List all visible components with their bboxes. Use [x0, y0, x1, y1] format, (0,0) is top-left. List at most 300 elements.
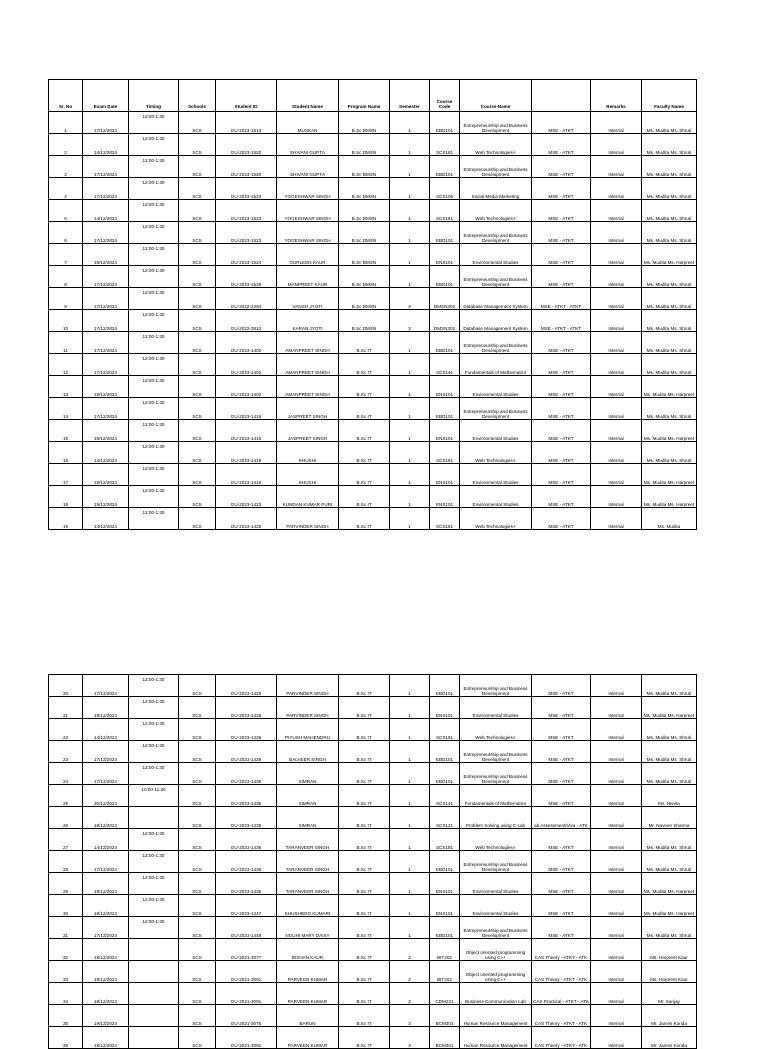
- course-code-cell: SCS181: [430, 200, 460, 222]
- program-name-cell: B.Sc IT: [339, 785, 390, 807]
- course-name-cell: Business Communication Lab: [460, 983, 532, 1005]
- timing-cell: 12:00-1:30: [129, 763, 179, 785]
- exam-date-cell: 19/12/2024: [83, 486, 129, 508]
- program-name-cell: B.Sc IT: [339, 763, 390, 785]
- table-row: [49, 200, 697, 222]
- remarks-cell: Internal: [591, 807, 642, 829]
- table-row: [49, 829, 697, 851]
- school-cell: SCS: [179, 310, 216, 332]
- semester-cell: 1: [390, 719, 430, 741]
- table-row: [49, 310, 697, 332]
- course-name-cell: Web Technologies-I: [460, 829, 532, 851]
- semester-cell: 1: [390, 376, 430, 398]
- program-name-cell: B.Sc IT: [339, 442, 390, 464]
- course-name-cell: Web Technologies-I: [460, 134, 532, 156]
- exam-date-cell: 19/12/2024: [83, 939, 129, 961]
- sr-no-cell: 27: [49, 829, 83, 851]
- faculty-name-cell: Ms. Harpreet Kaur: [642, 939, 697, 961]
- timing-cell: [129, 1027, 179, 1049]
- table-row: [49, 1027, 697, 1049]
- student-id-cell: GU-2022-3812: [216, 310, 277, 332]
- exam-type-cell: MSE - ATKT: [532, 376, 591, 398]
- timing-cell: 12:00-1:30: [129, 288, 179, 310]
- student-id-cell: GU-2023-1425: [216, 697, 277, 719]
- faculty-name-cell: Ms. Mudita Ms. Harpreet: [642, 697, 697, 719]
- student-id-cell: GU-2023-1402: [216, 376, 277, 398]
- faculty-name-cell: Ms. Niveta: [642, 785, 697, 807]
- school-cell: SCS: [179, 376, 216, 398]
- timing-cell: 12:00-1:30: [129, 719, 179, 741]
- course-code-cell: SCS106: [430, 178, 460, 200]
- exam-date-cell: 14/12/2024: [83, 200, 129, 222]
- col-student-name-header: Student Name: [277, 80, 339, 112]
- faculty-name-cell: Ms. Mudita Ms. Shruti: [642, 741, 697, 763]
- course-name-cell: Object oriented programming using C++: [460, 961, 532, 983]
- program-name-cell: B.Sc DMSN: [339, 112, 390, 134]
- semester-cell: 1: [390, 398, 430, 420]
- timing-cell: 12:00-1:30: [129, 266, 179, 288]
- table-row: [49, 288, 697, 310]
- program-name-cell: B.Sc IT: [339, 332, 390, 354]
- table-row: [49, 508, 697, 530]
- exam-type-cell: MSE - ATKT: [532, 851, 591, 873]
- faculty-name-cell: Ms. Mudita Ms. Shruti: [642, 288, 697, 310]
- faculty-name-cell: Ms. Mudita Ms. Shruti: [642, 200, 697, 222]
- exam-date-cell: 30/12/2024: [83, 785, 129, 807]
- col-student-id-header: Student ID: [216, 80, 277, 112]
- timing-cell: 12:00-1:30: [129, 697, 179, 719]
- course-name-cell: Environmental Studies: [460, 873, 532, 895]
- school-cell: SCS: [179, 961, 216, 983]
- timing-cell: [129, 939, 179, 961]
- timing-cell: [129, 807, 179, 829]
- semester-cell: 1: [390, 420, 430, 442]
- course-code-cell: EBD101: [430, 332, 460, 354]
- timing-cell: [129, 961, 179, 983]
- timing-cell: 10:00-11:30: [129, 785, 179, 807]
- student-name-cell: KUNDAN KUMAR PURI: [277, 486, 339, 508]
- exam-date-cell: 17/12/2024: [83, 741, 129, 763]
- faculty-name-cell: Mr. Sanjay: [642, 983, 697, 1005]
- school-cell: SCS: [179, 785, 216, 807]
- program-name-cell: B.Sc IT: [339, 807, 390, 829]
- exam-date-cell: 19/12/2024: [83, 1005, 129, 1027]
- table-row: [49, 486, 697, 508]
- school-cell: SCS: [179, 266, 216, 288]
- program-name-cell: B.Sc DMSN: [339, 178, 390, 200]
- student-name-cell: VANSH JYOTI: [277, 288, 339, 310]
- student-id-cell: GU-2023-1402: [216, 332, 277, 354]
- table-row: [49, 785, 697, 807]
- student-name-cell: SIMRAN: [277, 785, 339, 807]
- course-code-cell: EBD101: [430, 741, 460, 763]
- student-name-cell: SHIVANI GUPTA: [277, 156, 339, 178]
- exam-type-cell: MSE - ATKT: [532, 266, 591, 288]
- timing-cell: 12:00-1:30: [129, 200, 179, 222]
- student-name-cell: MANPREET KAUR: [277, 266, 339, 288]
- exam-type-cell: MSE - ATKT: [532, 464, 591, 486]
- exam-type-cell: MSE - ATKT - ATKT: [532, 288, 591, 310]
- exam-type-cell: MSE - ATKT: [532, 873, 591, 895]
- remarks-cell: Internal: [591, 112, 642, 134]
- semester-cell: 3: [390, 288, 430, 310]
- exam-type-cell: MSE - ATKT: [532, 829, 591, 851]
- school-cell: SCS: [179, 508, 216, 530]
- course-name-cell: Environmental Studies: [460, 895, 532, 917]
- program-name-cell: B.Sc IT: [339, 851, 390, 873]
- semester-cell: 1: [390, 354, 430, 376]
- course-name-cell: Web Technologies-I: [460, 442, 532, 464]
- program-name-cell: B.Sc IT: [339, 961, 390, 983]
- exam-date-cell: 19/12/2024: [83, 983, 129, 1005]
- exam-date-cell: 17/12/2024: [83, 288, 129, 310]
- timing-cell: 12:00-1:30: [129, 156, 179, 178]
- col-faculty-name-header: Faculty Name: [642, 80, 697, 112]
- semester-cell: 1: [390, 486, 430, 508]
- program-name-cell: B.Sc DMSN: [339, 134, 390, 156]
- faculty-name-cell: Ms. Mudita Ms. Shruti: [642, 354, 697, 376]
- sr-no-cell: 32: [49, 939, 83, 961]
- school-cell: SCS: [179, 807, 216, 829]
- student-name-cell: PARVEEN KUMAR: [277, 961, 339, 983]
- col-timing-header: Timing: [129, 80, 179, 112]
- table-row: [49, 961, 697, 983]
- exam-type-cell: MSE - ATKT: [532, 763, 591, 785]
- student-id-cell: GU-2023-1513: [216, 112, 277, 134]
- remarks-cell: Internal: [591, 895, 642, 917]
- student-id-cell: GU-2021-3091: [216, 983, 277, 1005]
- exam-type-cell: MSE - ATKT: [532, 354, 591, 376]
- program-name-cell: B.Sc DMSN: [339, 266, 390, 288]
- sr-no-cell: 19: [49, 508, 83, 530]
- col-sr-no-header: Sr. No: [49, 80, 83, 112]
- course-name-cell: Problem Solving using C Lab: [460, 807, 532, 829]
- sr-no-cell: 14: [49, 398, 83, 420]
- faculty-name-cell: Ms. Mudita Ms. Shruti: [642, 310, 697, 332]
- student-name-cell: NGUHI MARY DAISY: [277, 917, 339, 939]
- table-row: [49, 244, 697, 266]
- student-name-cell: PARVEEN KUMAR: [277, 983, 339, 1005]
- student-name-cell: JASPREET SINGH: [277, 398, 339, 420]
- school-cell: SCS: [179, 354, 216, 376]
- student-name-cell: KARAN JYOTI: [277, 310, 339, 332]
- faculty-name-cell: Ms. Mudita Ms. Shruti: [642, 134, 697, 156]
- school-cell: SCS: [179, 200, 216, 222]
- exam-type-cell: MSE - ATKT: [532, 178, 591, 200]
- sr-no-cell: 30: [49, 895, 83, 917]
- faculty-name-cell: Ms. Mudita Ms. Shruti: [642, 178, 697, 200]
- student-name-cell: JASPREET SINGH: [277, 420, 339, 442]
- school-cell: SCS: [179, 486, 216, 508]
- student-id-cell: GU-2023-1436: [216, 829, 277, 851]
- semester-cell: 1: [390, 178, 430, 200]
- course-name-cell: Environmental Studies: [460, 376, 532, 398]
- sr-no-cell: 23: [49, 741, 83, 763]
- timing-cell: 12:00-1:30: [129, 222, 179, 244]
- exam-type-cell: MSE - ATKT: [532, 156, 591, 178]
- school-cell: SCS: [179, 917, 216, 939]
- exam-type-cell: MSE - ATKT: [532, 222, 591, 244]
- student-name-cell: TARANVEER SINGH: [277, 851, 339, 873]
- semester-cell: 1: [390, 895, 430, 917]
- timing-cell: 12:00-1:30: [129, 442, 179, 464]
- exam-date-cell: 17/12/2024: [83, 266, 129, 288]
- semester-cell: 1: [390, 697, 430, 719]
- program-name-cell: B.Sc IT: [339, 420, 390, 442]
- course-name-cell: Entrepreneurship and Business Development: [460, 332, 532, 354]
- faculty-name-cell: Ms. Mudita Ms. Shruti: [642, 917, 697, 939]
- course-name-cell: Object oriented programming using C++: [460, 939, 532, 961]
- remarks-cell: Internal: [591, 134, 642, 156]
- school-cell: SCS: [179, 939, 216, 961]
- exam-type-cell: MSE - ATKT: [532, 134, 591, 156]
- sr-no-cell: 6: [49, 222, 83, 244]
- student-name-cell: YOGESHWAR SINGH: [277, 222, 339, 244]
- exam-type-cell: MSE - ATKT: [532, 332, 591, 354]
- remarks-cell: Internal: [591, 719, 642, 741]
- faculty-name-cell: Ms. Mudita Ms. Harpreet: [642, 895, 697, 917]
- semester-cell: 1: [390, 829, 430, 851]
- school-cell: SCS: [179, 829, 216, 851]
- remarks-cell: Internal: [591, 464, 642, 486]
- student-name-cell: PIYUSH MAHENDRU: [277, 719, 339, 741]
- timing-cell: 12:00-1:30: [129, 895, 179, 917]
- exam-date-cell: 19/12/2024: [83, 376, 129, 398]
- school-cell: SCS: [179, 156, 216, 178]
- semester-cell: 1: [390, 763, 430, 785]
- exam-date-cell: 17/12/2024: [83, 398, 129, 420]
- student-name-cell: AMANPREET SINGH: [277, 332, 339, 354]
- remarks-cell: Internal: [591, 829, 642, 851]
- school-cell: SCS: [179, 134, 216, 156]
- course-code-cell: ENS101: [430, 376, 460, 398]
- course-code-cell: SCS181: [430, 134, 460, 156]
- remarks-cell: Internal: [591, 763, 642, 785]
- student-id-cell: GU-2023-1448: [216, 917, 277, 939]
- table-row: [49, 807, 697, 829]
- table-row: [49, 222, 697, 244]
- exam-type-cell: MSE - ATKT: [532, 697, 591, 719]
- course-name-cell: Web Technologies-I: [460, 508, 532, 530]
- exam-date-cell: 17/12/2024: [83, 310, 129, 332]
- student-id-cell: GU-2023-1435: [216, 763, 277, 785]
- exam-date-cell: 19/12/2024: [83, 244, 129, 266]
- course-code-cell: SCS181: [430, 829, 460, 851]
- exam-date-cell: 19/12/2024: [83, 1027, 129, 1049]
- remarks-cell: Internal: [591, 983, 642, 1005]
- semester-cell: 1: [390, 741, 430, 763]
- faculty-name-cell: Ms. Mudita Ms. Shruti: [642, 719, 697, 741]
- student-id-cell: GU-2023-1520: [216, 134, 277, 156]
- exam-date-cell: 19/12/2024: [83, 807, 129, 829]
- student-name-cell: PARVINDER SINGH: [277, 697, 339, 719]
- program-name-cell: B.Sc IT: [339, 917, 390, 939]
- program-name-cell: B.Sc DMSN: [339, 310, 390, 332]
- school-cell: SCS: [179, 112, 216, 134]
- sr-no-cell: 15: [49, 420, 83, 442]
- remarks-cell: Internal: [591, 178, 642, 200]
- timing-cell: 12:00-1:30: [129, 398, 179, 420]
- course-code-cell: DMSN302: [430, 310, 460, 332]
- timing-cell: 12:00-1:30: [129, 464, 179, 486]
- student-id-cell: GU-2023-1423: [216, 486, 277, 508]
- sr-no-cell: 17: [49, 464, 83, 486]
- faculty-name-cell: Ms. Mudita Ms. Shruti: [642, 156, 697, 178]
- faculty-name-cell: Ms. Mudita Ms. Shruti: [642, 266, 697, 288]
- student-name-cell: PARVINDER SINGH: [277, 675, 339, 697]
- student-id-cell: GU-2023-1426: [216, 719, 277, 741]
- exam-type-cell: MSE - ATKT: [532, 675, 591, 697]
- program-name-cell: B.Sc IT: [339, 398, 390, 420]
- remarks-cell: Internal: [591, 266, 642, 288]
- table-row: [49, 939, 697, 961]
- course-name-cell: Database Management System: [460, 310, 532, 332]
- exam-date-cell: 17/12/2024: [83, 332, 129, 354]
- student-id-cell: GU-2023-1523: [216, 200, 277, 222]
- faculty-name-cell: Mr. Naveen Sharma: [642, 807, 697, 829]
- table-row: [49, 178, 697, 200]
- exam-type-cell: CAS Theory - ATKT - ATK: [532, 961, 591, 983]
- col-program-name-header: Program Name: [339, 80, 390, 112]
- exam-type-cell: CAS Practical - ATKT - ATK: [532, 983, 591, 1005]
- student-name-cell: KHUSHI: [277, 464, 339, 486]
- student-id-cell: GU-2023-1416: [216, 420, 277, 442]
- semester-cell: 2: [390, 983, 430, 1005]
- course-name-cell: Environmental Studies: [460, 420, 532, 442]
- course-code-cell: EBD101: [430, 222, 460, 244]
- semester-cell: 1: [390, 134, 430, 156]
- faculty-name-cell: Ms. Mudita Ms. Shruti: [642, 222, 697, 244]
- student-id-cell: GU-2023-1402: [216, 354, 277, 376]
- remarks-cell: Internal: [591, 1005, 642, 1027]
- student-name-cell: YOGESHWAR SINGH: [277, 178, 339, 200]
- student-name-cell: KHUSHI: [277, 442, 339, 464]
- table-row: [49, 675, 697, 697]
- course-name-cell: Database Management System: [460, 288, 532, 310]
- course-code-cell: EBD101: [430, 851, 460, 873]
- student-id-cell: GU-2023-1429: [216, 741, 277, 763]
- remarks-cell: Internal: [591, 354, 642, 376]
- col-course-name-header: Course Name: [460, 80, 532, 112]
- table-row: [49, 398, 697, 420]
- exam-type-cell: CAS Theory - ATKT - ATK: [532, 1005, 591, 1027]
- exam-date-cell: 19/12/2024: [83, 873, 129, 895]
- semester-cell: 1: [390, 675, 430, 697]
- student-name-cell: AMANPREET SINGH: [277, 376, 339, 398]
- timing-cell: [129, 983, 179, 1005]
- student-id-cell: GU-2023-1435: [216, 785, 277, 807]
- student-id-cell: GU-2021-3091: [216, 1027, 277, 1049]
- program-name-cell: B.Sc IT: [339, 983, 390, 1005]
- semester-cell: 1: [390, 222, 430, 244]
- table-row: [49, 719, 697, 741]
- course-name-cell: Environmental Studies: [460, 697, 532, 719]
- course-code-cell: EBD101: [430, 398, 460, 420]
- course-name-cell: Environmental Studies: [460, 244, 532, 266]
- exam-date-cell: 19/12/2024: [83, 961, 129, 983]
- sr-no-cell: 11: [49, 332, 83, 354]
- student-id-cell: GU-2023-1520: [216, 156, 277, 178]
- remarks-cell: Internal: [591, 851, 642, 873]
- semester-cell: 1: [390, 785, 430, 807]
- remarks-cell: Internal: [591, 486, 642, 508]
- exam-type-cell: MSE - ATKT: [532, 112, 591, 134]
- col-exam-type-header: [532, 80, 591, 112]
- exam-type-cell: CAS Theory - ATKT - ATK: [532, 939, 591, 961]
- course-code-cell: ENS101: [430, 464, 460, 486]
- timing-cell: 12:00-1:30: [129, 917, 179, 939]
- remarks-cell: Internal: [591, 288, 642, 310]
- student-id-cell: GU-2023-1435: [216, 807, 277, 829]
- school-cell: SCS: [179, 442, 216, 464]
- timing-cell: 12:00-1:30: [129, 310, 179, 332]
- student-id-cell: GU-2023-1416: [216, 398, 277, 420]
- table-row: [49, 697, 697, 719]
- course-name-cell: Environmental Studies: [460, 464, 532, 486]
- exam-date-cell: 14/12/2024: [83, 508, 129, 530]
- program-name-cell: B.Sc DMSN: [339, 200, 390, 222]
- course-name-cell: Fundamentals of Mathematics: [460, 354, 532, 376]
- school-cell: SCS: [179, 420, 216, 442]
- remarks-cell: Internal: [591, 332, 642, 354]
- table-row: [49, 851, 697, 873]
- program-name-cell: B.Sc DMSN: [339, 222, 390, 244]
- exam-type-cell: MSE - ATKT: [532, 917, 591, 939]
- program-name-cell: B.Sc IT: [339, 873, 390, 895]
- semester-cell: 1: [390, 807, 430, 829]
- program-name-cell: B.Sc IT: [339, 697, 390, 719]
- faculty-name-cell: Ms. Mudita Ms. Shruti: [642, 112, 697, 134]
- course-name-cell: Entrepreneurship and Business Development: [460, 222, 532, 244]
- remarks-cell: Internal: [591, 310, 642, 332]
- remarks-cell: Internal: [591, 961, 642, 983]
- table-row: [49, 917, 697, 939]
- faculty-name-cell: Ms. Mudita Ms. Harpreet: [642, 486, 697, 508]
- course-code-cell: SCS121: [430, 807, 460, 829]
- faculty-name-cell: Ms. Mudita Ms. Shruti: [642, 763, 697, 785]
- course-code-cell: ENS101: [430, 486, 460, 508]
- exam-type-cell: MSE - ATKT: [532, 420, 591, 442]
- semester-cell: 3: [390, 1027, 430, 1049]
- timing-cell: 12:00-1:30: [129, 675, 179, 697]
- course-name-cell: Human Resource Management: [460, 1027, 532, 1049]
- program-name-cell: B.Sc IT: [339, 486, 390, 508]
- table-row: [49, 376, 697, 398]
- exam-date-cell: 17/12/2024: [83, 675, 129, 697]
- sr-no-cell: 24: [49, 763, 83, 785]
- student-id-cell: GU-2023-1436: [216, 873, 277, 895]
- remarks-cell: Internal: [591, 244, 642, 266]
- semester-cell: 2: [390, 961, 430, 983]
- course-code-cell: ENS101: [430, 420, 460, 442]
- course-code-cell: SCS181: [430, 508, 460, 530]
- sr-no-cell: 16: [49, 442, 83, 464]
- exam-type-cell: MSE - ATKT: [532, 442, 591, 464]
- table-row: [49, 156, 697, 178]
- program-name-cell: B.Sc IT: [339, 741, 390, 763]
- remarks-cell: Internal: [591, 420, 642, 442]
- exam-date-cell: 14/12/2024: [83, 719, 129, 741]
- sr-no-cell: 2: [49, 134, 83, 156]
- remarks-cell: Internal: [591, 442, 642, 464]
- course-code-cell: EBD101: [430, 917, 460, 939]
- program-name-cell: B.Sc IT: [339, 1005, 390, 1027]
- sr-no-cell: 29: [49, 873, 83, 895]
- exam-date-cell: 19/12/2024: [83, 420, 129, 442]
- remarks-cell: Internal: [591, 675, 642, 697]
- remarks-cell: Internal: [591, 873, 642, 895]
- timing-cell: 12:00-1:30: [129, 741, 179, 763]
